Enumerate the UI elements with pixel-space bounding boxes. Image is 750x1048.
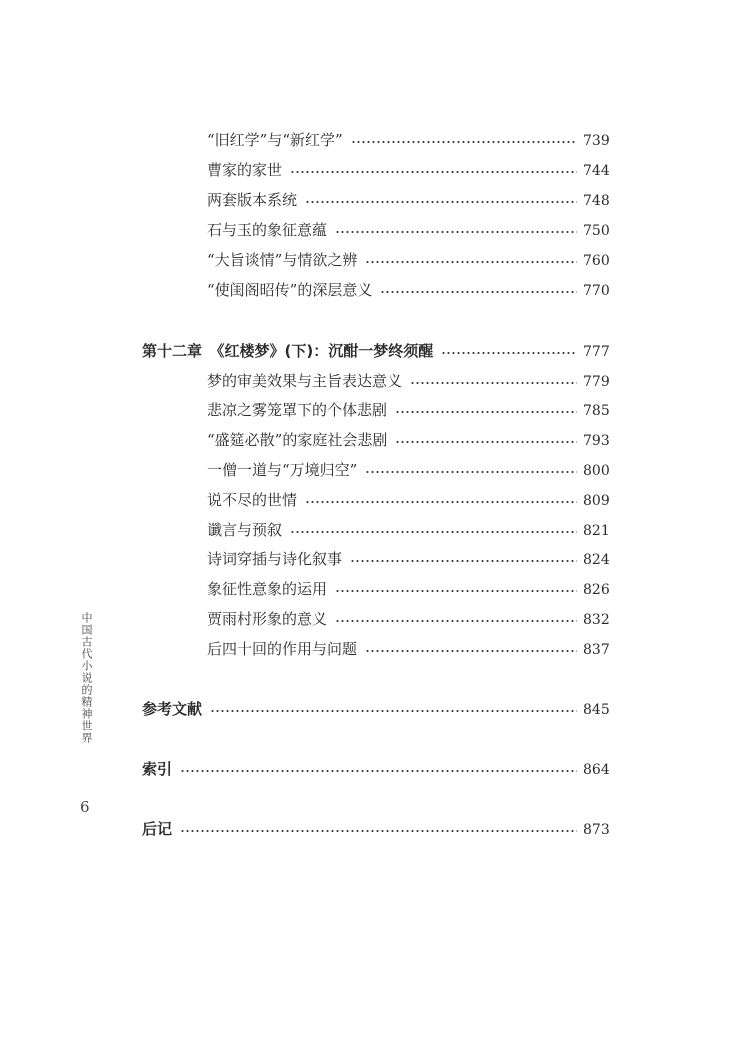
toc-entry[interactable] — [207, 189, 609, 211]
toc-page-number: 864 — [583, 762, 610, 778]
dot-leader — [365, 261, 577, 263]
page-number: 6 — [80, 798, 90, 816]
dot-leader — [365, 471, 577, 473]
toc-entry[interactable] — [207, 159, 609, 181]
references-title: 参考文献 — [142, 700, 203, 718]
toc-entry[interactable] — [207, 429, 609, 451]
dot-leader — [290, 531, 577, 533]
dot-leader — [290, 171, 577, 173]
toc-entry[interactable] — [207, 548, 609, 570]
toc-title: 贾雨村形象的意义 — [207, 610, 328, 628]
toc-title: 诗词穿插与诗化叙事 — [207, 550, 343, 568]
toc-entry[interactable] — [207, 370, 609, 392]
toc-title: 曹家的家世 — [207, 161, 283, 179]
toc-page-number: 800 — [583, 463, 610, 479]
dot-leader — [350, 560, 577, 562]
toc-entry[interactable] — [207, 129, 609, 151]
dot-leader — [210, 710, 577, 712]
toc-title: 石与玉的象征意蕴 — [207, 221, 328, 239]
dot-leader — [305, 501, 577, 503]
toc-entry[interactable] — [207, 638, 609, 660]
toc-index-entry[interactable] — [142, 758, 609, 780]
toc-entry[interactable] — [207, 399, 609, 421]
toc-page-number: 744 — [583, 163, 610, 179]
chapter-title: 第十二章 《红楼梦》(下)：沉酣一梦终须醒 — [142, 342, 434, 360]
toc-page-number: 826 — [583, 582, 610, 598]
dot-leader — [180, 830, 577, 832]
toc-entry[interactable] — [207, 489, 609, 511]
toc-page-number: 748 — [583, 193, 610, 209]
dot-leader — [335, 231, 577, 233]
toc-title: 两套版本系统 — [207, 191, 298, 209]
toc-chapter-entry[interactable] — [142, 340, 609, 362]
dot-leader — [180, 770, 577, 772]
toc-page-number: 739 — [583, 133, 610, 149]
toc-page-number: 779 — [583, 374, 610, 390]
toc-entry[interactable] — [207, 578, 609, 600]
toc-title: 说不尽的世情 — [207, 491, 298, 509]
toc-page-number: 809 — [583, 493, 610, 509]
toc-entry[interactable] — [207, 459, 609, 481]
toc-page-number: 750 — [583, 223, 610, 239]
dot-leader — [380, 291, 577, 293]
toc-title: “使闺阁昭传”的深层意义 — [207, 281, 373, 299]
toc-entry[interactable] — [207, 249, 609, 271]
toc-page-number: 821 — [583, 523, 610, 539]
toc-page-number: 824 — [583, 552, 610, 568]
toc-title: 象征性意象的运用 — [207, 580, 328, 598]
toc-title: 梦的审美效果与主旨表达意义 — [207, 372, 403, 390]
afterword-title: 后记 — [142, 820, 173, 838]
index-title: 索引 — [142, 760, 173, 778]
toc-page-number: 770 — [583, 283, 610, 299]
toc-title: 谶言与预叙 — [207, 521, 283, 539]
toc-title: 悲凉之雾笼罩下的个体悲剧 — [207, 401, 388, 419]
toc-title: 后四十回的作用与问题 — [207, 640, 358, 658]
running-book-title: 中国古代小说的精神世界 — [80, 612, 93, 744]
dot-leader — [395, 411, 577, 413]
dot-leader — [441, 352, 577, 354]
toc-title: “盛筵必散”的家庭社会悲剧 — [207, 431, 388, 449]
dot-leader — [410, 382, 577, 384]
toc-page-number: 837 — [583, 642, 610, 658]
toc-entry[interactable] — [207, 219, 609, 241]
toc-title: 一僧一道与“万境归空” — [207, 461, 358, 479]
toc-page-number: 760 — [583, 253, 610, 269]
toc-page-number: 873 — [583, 822, 610, 838]
toc-entry[interactable] — [207, 519, 609, 541]
toc-page-number: 832 — [583, 612, 610, 628]
toc-references-entry[interactable] — [142, 698, 609, 720]
toc-title: “大旨谈情”与情欲之辨 — [207, 251, 358, 269]
toc-page-number: 793 — [583, 433, 610, 449]
toc-entry[interactable] — [207, 279, 609, 301]
toc-page-number: 845 — [583, 702, 610, 718]
toc-entry[interactable] — [207, 608, 609, 630]
dot-leader — [351, 141, 577, 143]
dot-leader — [305, 201, 577, 203]
toc-page-number: 785 — [583, 403, 610, 419]
toc-page-number: 777 — [583, 344, 610, 360]
dot-leader — [365, 650, 577, 652]
dot-leader — [335, 620, 577, 622]
toc-afterword-entry[interactable] — [142, 818, 609, 840]
dot-leader — [395, 441, 577, 443]
dot-leader — [335, 590, 577, 592]
toc-title: “旧红学”与“新红学” — [207, 131, 343, 149]
